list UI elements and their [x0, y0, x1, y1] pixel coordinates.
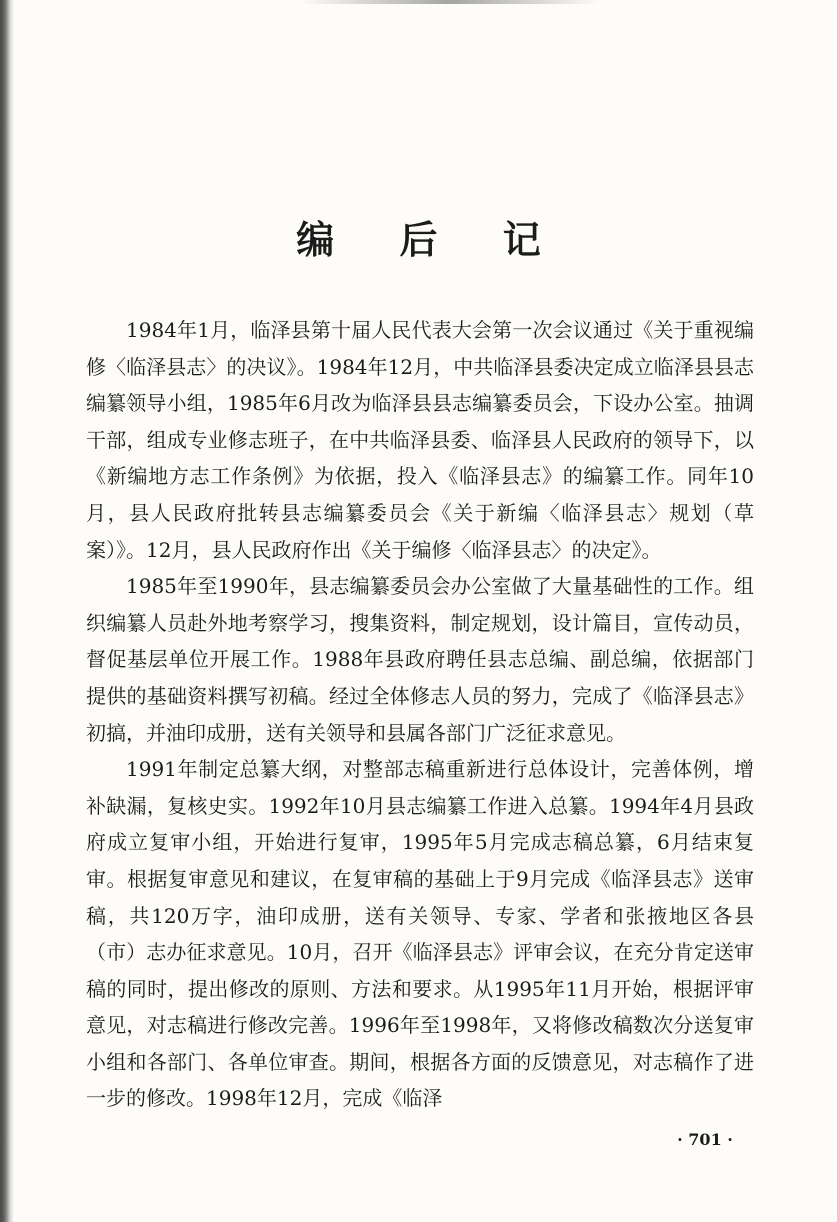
- scan-binding-edge: [0, 0, 14, 1222]
- scan-top-shadow: [300, 0, 600, 4]
- paragraph-3: 1991年制定总纂大纲，对整部志稿重新进行总体设计，完善体例，增补缺漏，复核史实。1992年10月县志编纂工作进入总纂。1994年4月县政府成立复审小组，开始进行复审，1995年5月完成志稿总纂，6月结束复审。根据复审意见和建议，在复审稿的基础上于9月完成《临泽县志》送审稿，共120万字，油印成册，送有关领导、专家、学者和张掖地区各县（市）志办征求意见。10月，召开《临泽县志》评审会议，在充分肯定送审稿的同时，提出修改的原则、方法和要求。从1995年11月开始，根据评审意见，对志稿进行修改完善。1996年至1998年，又将修改稿数次分送复审小组和各部门、各单位审查。期间，根据各方面的反馈意见，对志稿作了进一步的修改。1998年12月，完成《临泽: [86, 757, 754, 1111]
- paragraph-2: 1985年至1990年，县志编纂委员会办公室做了大量基础性的工作。组织编纂人员赴外地考察学习，搜集资料，制定规划，设计篇目，宣传动员，督促基层单位开展工作。1988年县政府聘任县志总编、副总编，依据部门提供的基础资料撰写初稿。经过全体修志人员的努力，完成了《临泽县志》初搞，并油印成册，送有关领导和县属各部门广泛征求意见。: [86, 574, 754, 745]
- paragraph-1: 1984年1月，临泽县第十届人民代表大会第一次会议通过《关于重视编修〈临泽县志〉的决议》。1984年12月，中共临泽县委决定成立临泽县县志编纂领导小组，1985年6月改为临泽县县志编纂委员会，下设办公室。抽调干部，组成专业修志班子，在中共临泽县委、临泽县人民政府的领导下，以《新编地方志工作条例》为依据，投入《临泽县志》的编纂工作。同年10月，县人民政府批转县志编纂委员会《关于新编〈临泽县志〉规划（草案）》。12月，县人民政府作出《关于编修〈临泽县志〉的决定》。: [86, 318, 754, 562]
- page-title: 编 后 记: [296, 218, 567, 262]
- body-text: [86, 312, 754, 1117]
- page-number: · 701 ·: [677, 1130, 733, 1149]
